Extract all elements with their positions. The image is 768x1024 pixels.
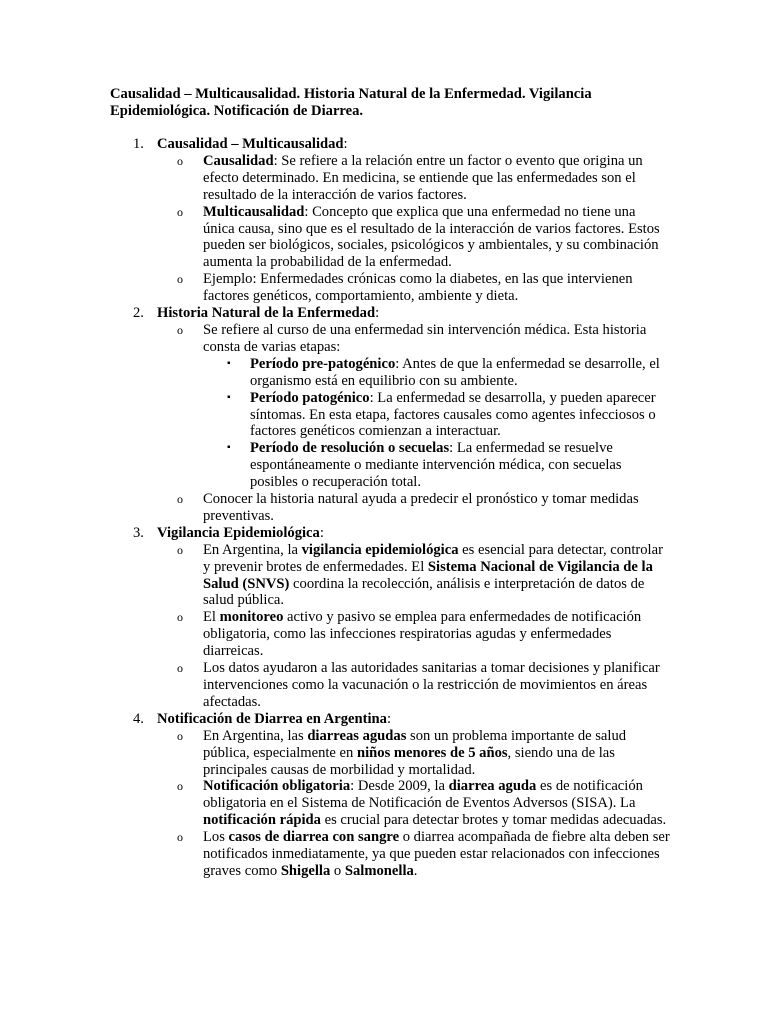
section-heading: Causalidad – Multicausalidad: xyxy=(157,136,348,152)
section-number: 1. xyxy=(133,136,144,152)
section-number: 3. xyxy=(133,524,144,541)
square-bullet-icon: ▪ xyxy=(227,391,231,403)
circle-bullet-icon: o xyxy=(177,322,183,337)
list-item: o Conocer la historia natural ayuda a predecir el pronóstico y tomar medidas preventivas. xyxy=(177,491,639,524)
section-number: 2. xyxy=(133,305,144,322)
circle-bullet-icon: o xyxy=(177,610,183,625)
circle-bullet-icon: o xyxy=(177,204,183,219)
list-item: o Los datos ayudaron a las autoridades sanitarias a tomar decisiones y planificar intervenciones como la vacunación o la restricción de movimientos en áreas afectadas. xyxy=(177,660,660,710)
circle-bullet-icon: o xyxy=(177,272,183,287)
section-heading: Historia Natural de la Enfermedad: xyxy=(157,305,380,322)
stage-item: ▪ Período patogénico: La enfermedad se desarrolla, y pueden aparecer síntomas. En esta etapa, factores causales como agentes infecciosos o factores genéticos comienzan a interactuar. xyxy=(227,389,656,440)
section-number: 4. xyxy=(133,710,144,727)
list-item: o Ejemplo: Enfermedades crónicas como la diabetes, en las que intervienen factores genéticos, comportamiento, ambiente y dieta. xyxy=(177,271,633,305)
list-item: o En Argentina, la vigilancia epidemiológica es esencial para detectar, controlar y prevenir brotes de enfermedades. El Sistema Nacional de Vigilancia de la Salud (SNVS) coordina la recolección, análisis e interpretación de datos de salud pública. xyxy=(177,541,663,609)
circle-bullet-icon: o xyxy=(177,779,183,794)
list-item: o Se refiere al curso de una enfermedad sin intervención médica. Esta historia consta de varias etapas: ▪ Período pre-patogénico: Antes de que la enfermedad se desarrolle, el organismo está en equilibrio con su ambiente. ▪ Período patogénico: La enfermedad se desarrolla, y pueden aparecer síntomas. En esta etapa, factores causales como agentes infecciosos o factores genéticos comienzan a interactuar. ▪ Período de resolución o secuelas: La enfermedad se resuelve espontáneamente o mediante intervención médica, con secuelas posibles o recuperación total. xyxy=(110,322,670,491)
circle-bullet-icon: o xyxy=(177,542,183,557)
circle-bullet-icon: o xyxy=(177,728,183,743)
document-body xyxy=(110,136,670,880)
section-heading: Notificación de Diarrea en Argentina: xyxy=(157,710,392,727)
section-notificacion-diarrea xyxy=(110,711,670,880)
square-bullet-icon: ▪ xyxy=(227,357,231,369)
document-title: Causalidad – Multicausalidad. Historia Natural de la Enfermedad. Vigilancia Epidemiológica. Notificación de Diarrea. xyxy=(110,86,592,119)
list-item: o Notificación obligatoria: Desde 2009, la diarrea aguda es de notificación obligatoria en el Sistema de Notificación de Eventos Adversos (SISA). La notificación rápida es crucial para detectar brotes y tomar medidas adecuadas. xyxy=(177,778,667,829)
circle-bullet-icon: o xyxy=(177,661,183,676)
section-causalidad xyxy=(110,136,670,305)
circle-bullet-icon: o xyxy=(177,492,183,507)
list-item: o En Argentina, las diarreas agudas son un problema importante de salud pública, especialmente en niños menores de 5 años, siendo una de las principales causas de morbilidad y mortalidad. xyxy=(177,727,627,778)
section-historia-natural xyxy=(110,305,670,525)
square-bullet-icon: ▪ xyxy=(227,442,231,454)
section-vigilancia xyxy=(110,525,670,711)
circle-bullet-icon: o xyxy=(177,153,183,168)
list-item: o El monitoreo activo y pasivo se emplea para enfermedades de notificación obligatoria, como las infecciones respiratorias agudas y enfermedades diarreicas. xyxy=(177,609,642,660)
stage-item: ▪ Período de resolución o secuelas: La enfermedad se resuelve espontáneamente o mediante intervención médica, con secuelas posibles o recuperación total. xyxy=(227,440,622,491)
list-item: o Los casos de diarrea con sangre o diarrea acompañada de fiebre alta deben ser notificados inmediatamente, ya que pueden estar relacionados con infecciones graves como Shigella o Salmonella. xyxy=(177,829,670,879)
section-heading: Vigilancia Epidemiológica: xyxy=(157,524,324,541)
list-item: o Causalidad: Se refiere a la relación entre un factor o evento que origina un efecto determinado. En medicina, se entiende que las enfermedades son el resultado de la interacción de varios factores. xyxy=(177,152,643,203)
list-item: o Multicausalidad: Concepto que explica que una enfermedad no tiene una única causa, sino que es el resultado de la interacción de varios factores. Estos pueden ser biológicos, sociales, psicológicos y ambientales, y su combinación aumenta la probabilidad de la enfermedad. xyxy=(177,203,660,271)
circle-bullet-icon: o xyxy=(177,830,183,845)
stage-item: ▪ Período pre-patogénico: Antes de que la enfermedad se desarrolle, el organismo está en equilibrio con su ambiente. xyxy=(227,355,660,389)
